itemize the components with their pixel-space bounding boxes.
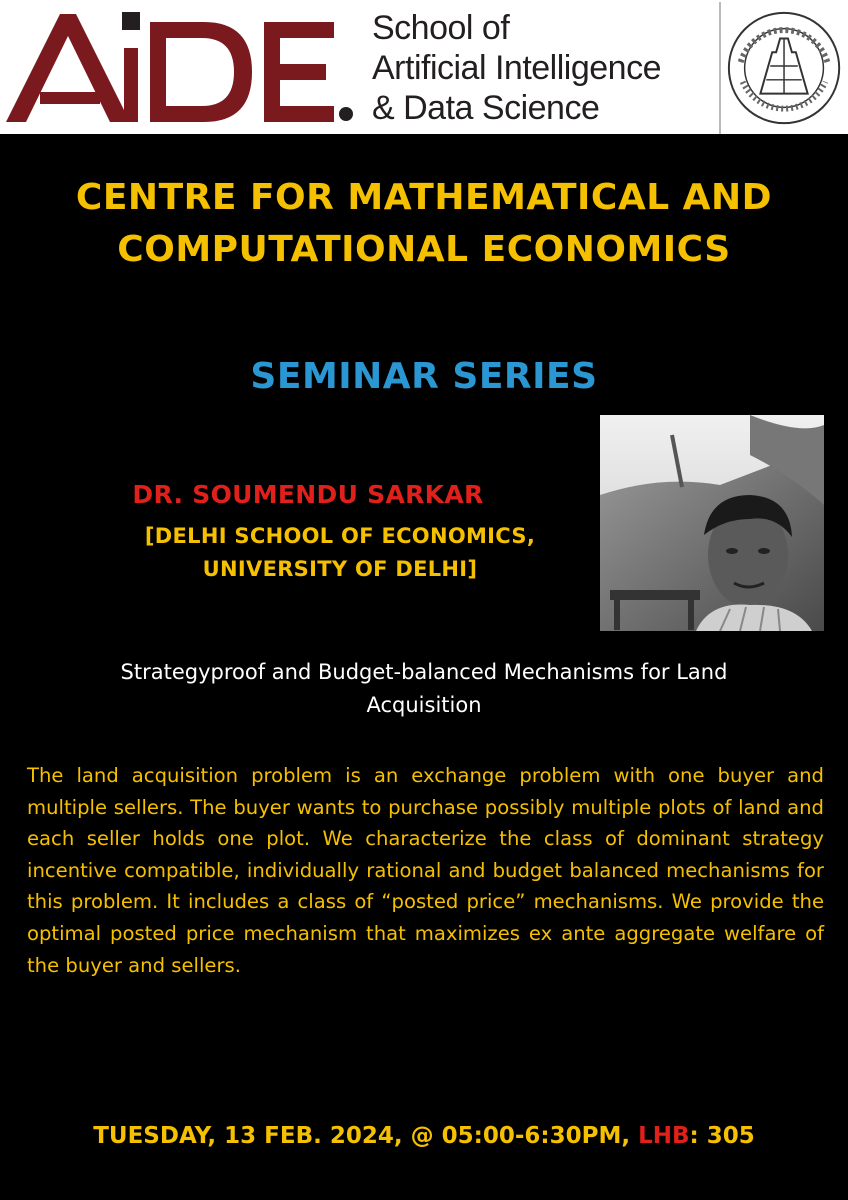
centre-title-line-2: COMPUTATIONAL ECONOMICS — [117, 229, 731, 270]
centre-title — [20, 172, 828, 276]
speaker-name: DR. SOUMENDU SARKAR — [132, 480, 484, 509]
event-date-time: TUESDAY, 13 FEB. 2024, @ 05:00-6:30PM, — [93, 1123, 639, 1149]
school-name — [372, 8, 717, 128]
talk-title-line-1: Strategyproof and Budget-balanced Mechanisms for Land — [120, 660, 728, 684]
seminar-series-heading: SEMINAR SERIES — [250, 356, 598, 397]
abstract-text: The land acquisition problem is an exchange problem with one buyer and multiple sellers. The buyer wants to purchase possibly multiple plots of land and each seller holds one plot. We characterize the class of dominant strategy incentive compatible, individually rational and budget balanced mechanisms for this problem. It includes a class of “posted price” mechanisms. We provide the optimal posted price mechanism that maximizes ex ante aggregate welfare of the buyer and sellers. — [27, 764, 824, 977]
school-line-2: Artificial Intelligence — [372, 49, 661, 87]
iit-jodhpur-seal — [719, 2, 848, 134]
aide-logo — [4, 6, 354, 130]
header-banner — [0, 0, 848, 134]
speaker-photo — [600, 415, 824, 631]
venue-room: : 305 — [689, 1123, 755, 1149]
centre-title-line-1: CENTRE FOR MATHEMATICAL AND — [75, 177, 773, 218]
talk-title-line-2: Acquisition — [366, 693, 482, 717]
speaker-affiliation-line-1: [DELHI SCHOOL OF ECONOMICS, — [144, 524, 536, 548]
event-details — [0, 1118, 848, 1154]
school-line-1: School of — [372, 9, 510, 47]
venue-building: LHB — [638, 1123, 690, 1149]
school-line-3: & Data Science — [372, 89, 600, 127]
speaker-affiliation-line-2: UNIVERSITY OF DELHI] — [202, 557, 478, 581]
speaker-affiliation — [60, 520, 620, 586]
talk-title — [40, 656, 808, 722]
